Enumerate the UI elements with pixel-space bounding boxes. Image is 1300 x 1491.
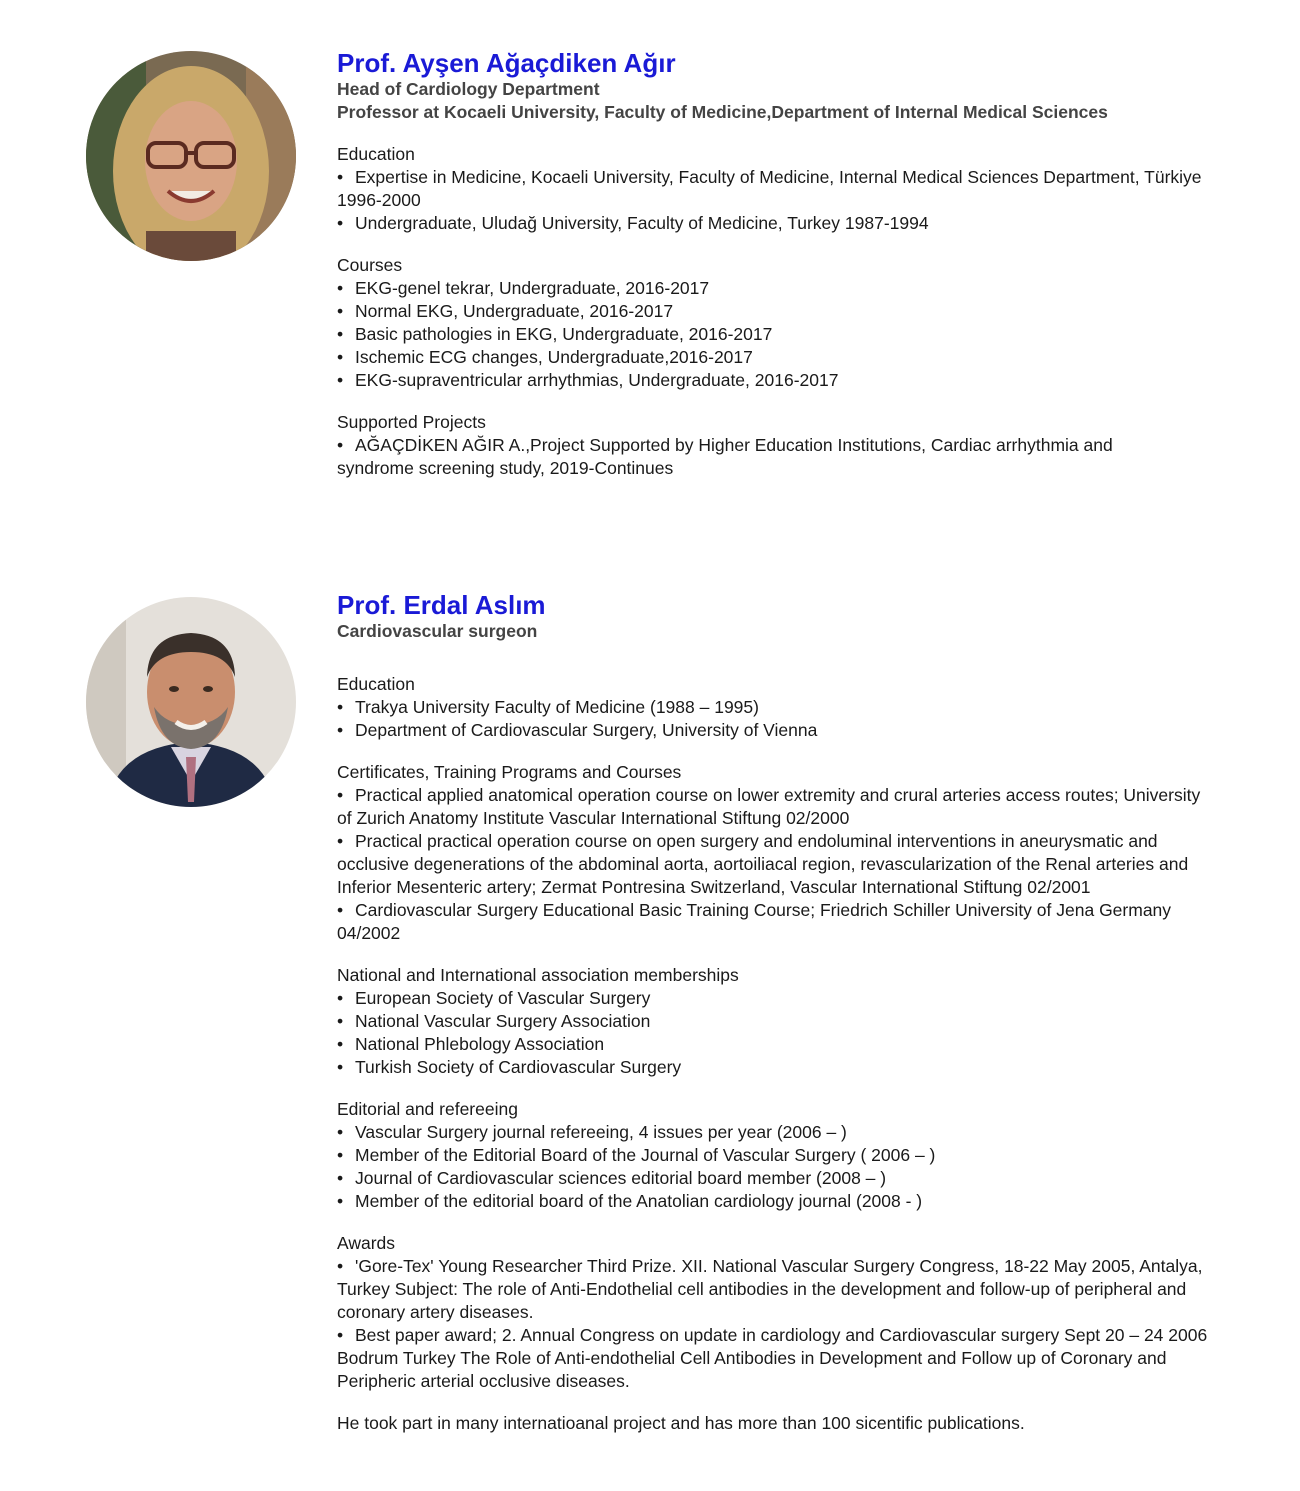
- section-education: [337, 673, 1217, 742]
- summary-note: He took part in many internatioanal project and has more than 100 sicentific publications.: [337, 1413, 1025, 1433]
- bullet-icon: •: [337, 370, 344, 390]
- bullet-icon: •: [337, 785, 344, 805]
- section-editorial: [337, 1098, 1217, 1213]
- list-item: • 'Gore-Tex' Young Researcher Third Prize. XII. National Vascular Surgery Congress, 18-22 May 2005, Antalya, Turkey Subject: The role of Anti-Endothelial cell antibodies in the development and follow-up of peripheral and coronary artery diseases.: [337, 1256, 1203, 1322]
- bullet-icon: •: [337, 720, 344, 740]
- bullet-icon: •: [337, 1122, 344, 1142]
- bullet-icon: •: [337, 435, 344, 455]
- section-title: National and International association memberships: [337, 965, 739, 985]
- section-title: Certificates, Training Programs and Courses: [337, 762, 682, 782]
- bullet-icon: •: [337, 1057, 344, 1077]
- list-item: • Trakya University Faculty of Medicine (1988 – 1995): [337, 697, 759, 717]
- section-courses: [337, 254, 1217, 392]
- list-item: • Member of the editorial board of the Anatolian cardiology journal (2008 - ): [337, 1191, 923, 1211]
- list-item: • Practical practical operation course on open surgery and endoluminal interventions in aneurysmatic and occlusive degenerations of the abdominal aorta, aortoiliacal region, revascularization of the Renal arteries and Inferior Mesenteric artery; Zermat Pontresina Switzerland, Vascular International Stiftung 02/2001: [337, 831, 1189, 897]
- bullet-icon: •: [337, 1145, 344, 1165]
- section-awards: [337, 1232, 1217, 1393]
- list-item: • Ischemic ECG changes, Undergraduate,2016-2017: [337, 347, 753, 367]
- section-title: Education: [337, 674, 415, 694]
- list-item: • Cardiovascular Surgery Educational Basic Training Course; Friedrich Schiller University of Jena Germany 04/2002: [337, 900, 1172, 943]
- list-item: • Member of the Editorial Board of the Journal of Vascular Surgery ( 2006 – ): [337, 1145, 936, 1165]
- bullet-icon: •: [337, 1325, 344, 1345]
- bullet-icon: •: [337, 900, 344, 920]
- section-title: Supported Projects: [337, 412, 486, 432]
- list-item: • Expertise in Medicine, Kocaeli University, Faculty of Medicine, Internal Medical Sciences Department, Türkiye 1996-2000: [337, 167, 1202, 210]
- bullet-icon: •: [337, 1034, 344, 1054]
- list-item: • Department of Cardiovascular Surgery, University of Vienna: [337, 720, 818, 740]
- portrait-woman-photo: [86, 51, 296, 261]
- list-item: • EKG-genel tekrar, Undergraduate, 2016-2017: [337, 278, 710, 298]
- profile-role: Cardiovascular surgeon: [337, 621, 538, 641]
- list-item: • Normal EKG, Undergraduate, 2016-2017: [337, 301, 674, 321]
- bullet-icon: •: [337, 697, 344, 717]
- list-item: • Journal of Cardiovascular sciences editorial board member (2008 – ): [337, 1168, 887, 1188]
- section-title: Education: [337, 144, 415, 164]
- bullet-icon: •: [337, 1168, 344, 1188]
- list-item: • Turkish Society of Cardiovascular Surgery: [337, 1057, 682, 1077]
- section-title: Editorial and refereeing: [337, 1099, 518, 1119]
- section-supported-projects: [337, 411, 1157, 480]
- list-item: • National Vascular Surgery Association: [337, 1011, 651, 1031]
- portrait-woman-illustration: [86, 51, 296, 261]
- section-certificates: [337, 761, 1217, 945]
- bullet-icon: •: [337, 1191, 344, 1211]
- list-item: • Practical applied anatomical operation course on lower extremity and crural arteries access routes; University of Zurich Anatomy Institute Vascular International Stiftung 02/2000: [337, 785, 1201, 828]
- bullet-icon: •: [337, 988, 344, 1008]
- section-education: [337, 143, 1217, 235]
- list-item: • European Society of Vascular Surgery: [337, 988, 651, 1008]
- list-item: • EKG-supraventricular arrhythmias, Undergraduate, 2016-2017: [337, 370, 839, 390]
- bullet-icon: •: [337, 278, 344, 298]
- bullet-icon: •: [337, 1256, 344, 1276]
- profile-name: Prof. Ayşen Ağaçdiken Ağır: [337, 48, 676, 78]
- section-memberships: [337, 964, 1217, 1079]
- list-item: • Basic pathologies in EKG, Undergraduate, 2016-2017: [337, 324, 773, 344]
- profile-name: Prof. Erdal Aslım: [337, 590, 546, 620]
- bullet-icon: •: [337, 213, 344, 233]
- bullet-icon: •: [337, 1011, 344, 1031]
- profile-role: Professor at Kocaeli University, Faculty of Medicine,Department of Internal Medical Sciences: [337, 102, 1108, 122]
- bullet-icon: •: [337, 167, 344, 187]
- bullet-icon: •: [337, 347, 344, 367]
- portrait-man-photo: [86, 597, 296, 807]
- section-title: Awards: [337, 1233, 396, 1253]
- bullet-icon: •: [337, 831, 344, 851]
- section-title: Courses: [337, 255, 403, 275]
- list-item: • National Phlebology Association: [337, 1034, 605, 1054]
- list-item: • Undergraduate, Uludağ University, Faculty of Medicine, Turkey 1987-1994: [337, 213, 929, 233]
- portrait-man-illustration: [86, 597, 296, 807]
- bullet-icon: •: [337, 324, 344, 344]
- profile-role: Head of Cardiology Department: [337, 79, 600, 99]
- list-item: • AĞAÇDİKEN AĞIR A.,Project Supported by Higher Education Institutions, Cardiac arrhythmia and syndrome screening study, 2019-Continues: [337, 435, 1113, 478]
- list-item: • Vascular Surgery journal refereeing, 4 issues per year (2006 – ): [337, 1122, 847, 1142]
- bullet-icon: •: [337, 301, 344, 321]
- list-item: • Best paper award; 2. Annual Congress on update in cardiology and Cardiovascular surgery Sept 20 – 24 2006 Bodrum Turkey The Role of Anti-endothelial Cell Antibodies in Development and Follow up of Coronary and Peripheric arterial occlusive diseases.: [337, 1325, 1208, 1391]
